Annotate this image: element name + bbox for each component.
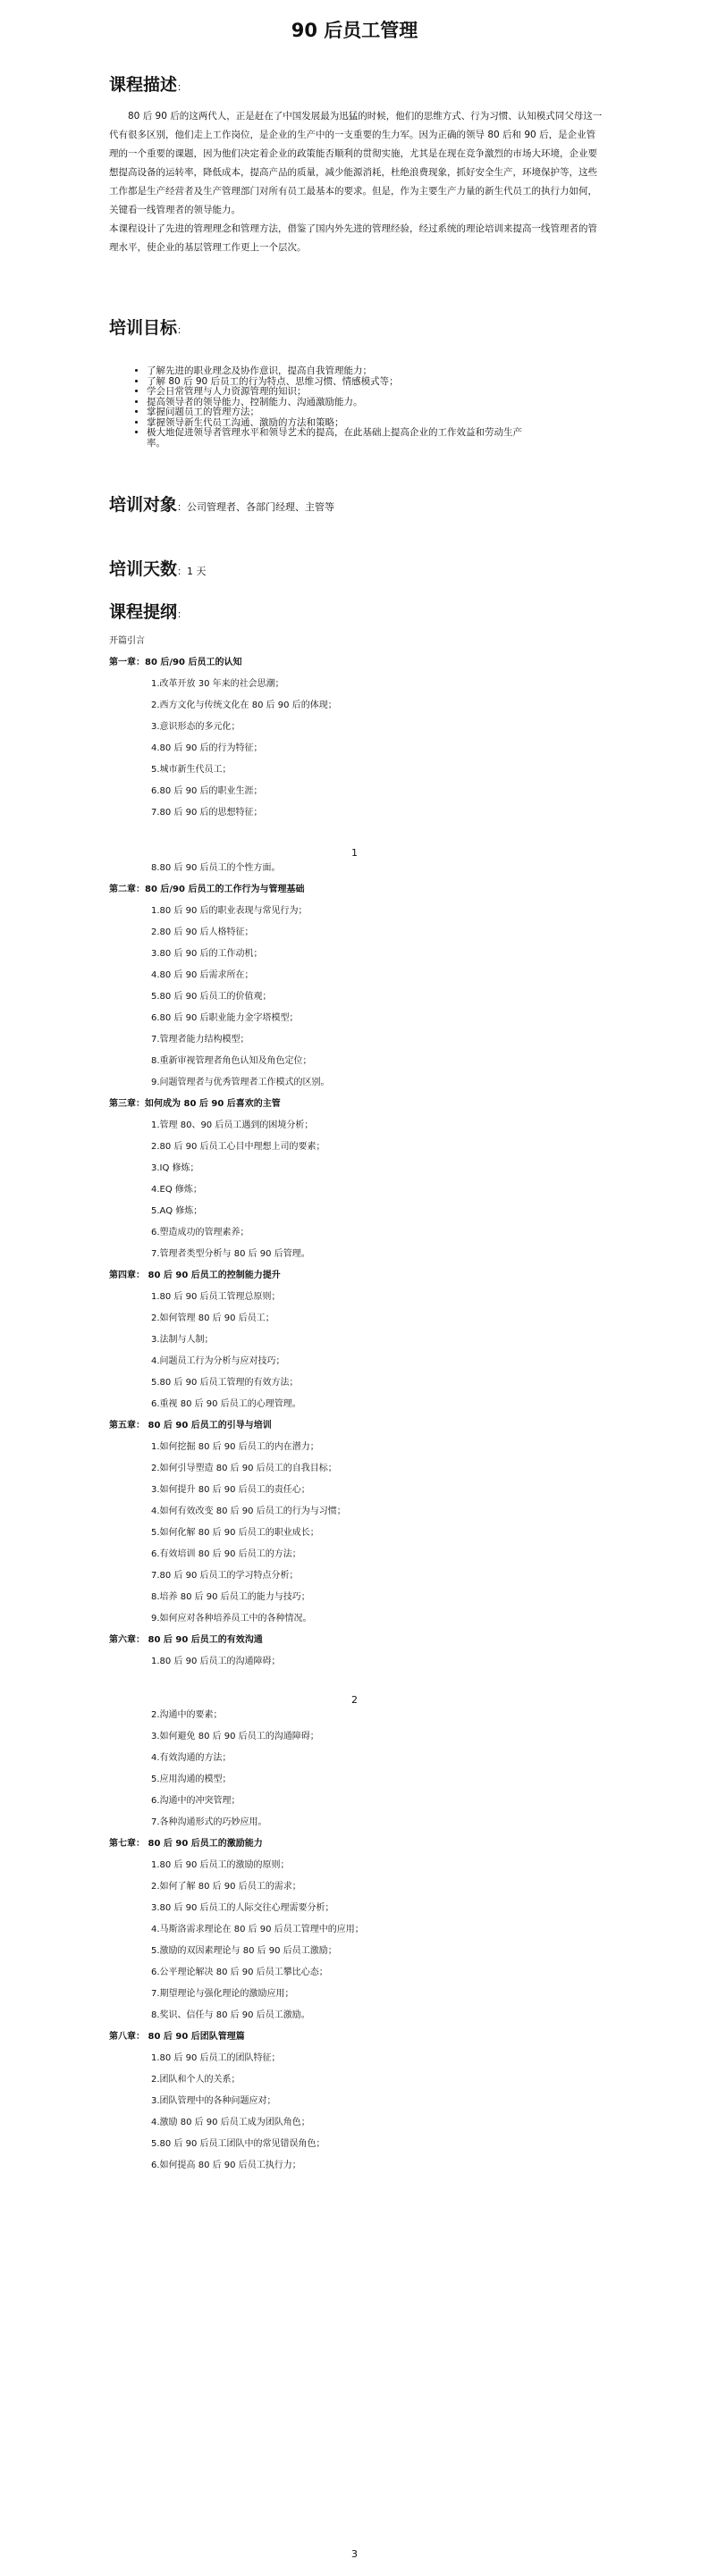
outline-item: 4.问题员工行为分析与应对技巧； <box>151 1356 285 1366</box>
outline-item: 8.重新审视管理者角色认知及角色定位； <box>151 1056 312 1066</box>
outline-item: 9.问题管理者与优秀管理者工作模式的区别。 <box>151 1078 330 1087</box>
outline-item: 5.如何化解 80 后 90 后员工的职业成长； <box>151 1528 319 1538</box>
duration-heading: 培训天数 <box>109 559 178 579</box>
outline-item: 5.应用沟通的模型； <box>151 1775 232 1784</box>
outline-item: 3.IQ 修炼； <box>151 1163 199 1173</box>
outline-item: 5.80 后 90 后员工团队中的常见错误角色； <box>151 2139 325 2149</box>
outline-item: 1.80 后 90 后的职业表现与常见行为； <box>151 906 308 916</box>
chapter-8-title: 第八章： 80 后 90 后团队管理篇 <box>109 2032 245 2042</box>
duration-colon: ： <box>177 566 188 577</box>
audience-heading: 培训对象 <box>109 495 178 515</box>
outline-item: 7.各种沟通形式的巧妙应用。 <box>151 1817 267 1827</box>
document-title: 90 后员工管理 <box>291 20 418 41</box>
outline-item: 7.管理者能力结构模型； <box>151 1035 249 1045</box>
chapter-1-title: 第一章：80 后/90 后员工的认知 <box>109 658 242 667</box>
outline-item: 2.沟通中的要素； <box>151 1710 223 1720</box>
goal-item: • 掌握领导新生代员工沟通、激励的方法和策略； <box>147 418 531 429</box>
description-body <box>109 107 604 257</box>
description-paragraph-2: 本课程设计了先进的管理理念和管理方法，借鉴了国内外先进的管理经验，经过系统的理论培训来提高一线管理者的管理水平，使企业的基层管理工作更上一个层次。 <box>109 223 597 253</box>
page-number: 2 <box>351 1694 358 1706</box>
outline-item: 4.EQ 修炼； <box>151 1185 202 1195</box>
outline-item: 5.激励的双因素理论与 80 后 90 后员工激励； <box>151 1946 337 1956</box>
outline-item: 6.80 后 90 后职业能力金字塔模型； <box>151 1013 299 1023</box>
outline-item: 3.法制与人制； <box>151 1335 214 1345</box>
page-number: 1 <box>351 847 358 859</box>
goal-item: • 极大地促进领导者管理水平和领导艺术的提高，在此基础上提高企业的工作效益和劳动生产率。 <box>147 428 531 449</box>
outline-item: 8.奖识、信任与 80 后 90 后员工激励。 <box>151 2010 310 2020</box>
outline-item: 7.80 后 90 后员工的学习特点分析； <box>151 1571 299 1581</box>
audience-value: 公司管理者、各部门经理、主管等 <box>187 501 335 513</box>
outline-item: 1.80 后 90 后员工的团队特征； <box>151 2053 281 2063</box>
outline-item: 2.西方文化与传统文化在 80 后 90 后的体现； <box>151 701 337 710</box>
goal-item: • 学会日常管理与人力资源管理的知识； <box>147 387 531 398</box>
outline-item: 3.80 后 90 后的工作动机； <box>151 949 263 959</box>
chapter-3-title: 第三章：如何成为 80 后 90 后喜欢的主管 <box>109 1099 281 1109</box>
outline-item: 2.如何管理 80 后 90 后员工； <box>151 1313 274 1323</box>
outline-item: 4.激励 80 后 90 后员工成为团队角色； <box>151 2118 310 2127</box>
outline-item: 1.管理 80、90 后员工遇到的困境分析； <box>151 1120 314 1130</box>
outline-item: 5.城市新生代员工； <box>151 765 232 775</box>
chapter-6-title: 第六章： 80 后 90 后员工的有效沟通 <box>109 1635 263 1645</box>
outline-item: 1.改革开放 30 年来的社会思潮； <box>151 679 284 689</box>
duration-value: 1 天 <box>187 566 207 577</box>
goals-heading <box>109 315 187 339</box>
outline-item: 2.团队和个人的关系； <box>151 2075 241 2085</box>
outline-item: 6.沟通中的冲突管理； <box>151 1796 241 1806</box>
outline-item: 6.公平理论解决 80 后 90 后员工攀比心态； <box>151 1968 328 1977</box>
outline-page-2 <box>109 858 610 1673</box>
outline-item: 1.80 后 90 后员工管理总原则； <box>151 1292 281 1302</box>
outline-item: 6.重视 80 后 90 后员工的心理管理。 <box>151 1399 301 1409</box>
description-paragraph-1: 80 后 90 后的这两代人，正是赶在了中国发展最为迅猛的时候，他们的思维方式、行为习惯、认知模式同父母这一代有很多区别，他们走上工作岗位，是企业的生产中的一支重要的生力军。因为正确的领导 80 后和 90 后，是企业管理的一个重要的课题，因为他们决定着企业的政策能否顺利的贯彻实施，尤其是在现在竞争激烈的市场大环境，企业要想提高设备的运转率，降低成本，提高产品的质量，减少能源消耗，杜绝浪费现象，抓好安全生产，环境保护等，这些工作都是生产经营者及生产管理部门对所有员工最基本的要求。但是，作为主要生产力量的新生代员工的执行力如何，关键看一线管理者的领导能力。 <box>109 111 603 215</box>
outline-item: 5.80 后 90 后员工管理的有效方法； <box>151 1378 299 1388</box>
goal-item: • 了解 80 后 90 后员工的行为特点、思维习惯、情感模式等； <box>147 377 531 388</box>
description-heading-text: 课程描述 <box>109 75 178 95</box>
outline-item: 2.如何引导塑造 80 后 90 后员工的自我目标； <box>151 1464 337 1473</box>
description-heading-colon: ： <box>177 81 188 93</box>
goals-list <box>134 366 531 449</box>
outline-item: 3.意识形态的多元化； <box>151 722 241 732</box>
chapter-4-title: 第四章： 80 后 90 后员工的控制能力提升 <box>109 1271 281 1280</box>
outline-item: 1.如何挖掘 80 后 90 后员工的内在潜力； <box>151 1442 319 1452</box>
outline-item: 6.80 后 90 后的职业生涯； <box>151 786 263 796</box>
outline-item: 3.如何避免 80 后 90 后员工的沟通障碍； <box>151 1732 319 1741</box>
chapter-5-title: 第五章： 80 后 90 后员工的引导与培训 <box>109 1421 272 1431</box>
outline-item: 7.管理者类型分析与 80 后 90 后管理。 <box>151 1249 310 1259</box>
audience-line <box>109 491 334 516</box>
outline-item: 8.80 后 90 后员工的个性方面。 <box>151 863 281 873</box>
outline-item: 8.培养 80 后 90 后员工的能力与技巧； <box>151 1592 310 1602</box>
outline-item: 4.80 后 90 后的行为特征； <box>151 743 263 753</box>
goal-item: • 提高领导者的领导能力、控制能力、沟通激励能力。 <box>147 398 531 408</box>
page-number: 3 <box>351 2548 358 2560</box>
goals-heading-colon: ： <box>177 324 188 336</box>
outline-item: 3.80 后 90 后员工的人际交往心理需要分析； <box>151 1903 334 1913</box>
goal-item: • 了解先进的职业理念及协作意识，提高自我管理能力； <box>147 366 531 377</box>
outline-item: 6.有效培训 80 后 90 后员工的方法； <box>151 1549 301 1559</box>
outline-item: 4.有效沟通的方法； <box>151 1753 232 1763</box>
outline-item: 4.如何有效改变 80 后 90 后员工的行为与习惯； <box>151 1506 346 1516</box>
outline-page-3 <box>109 1705 610 2177</box>
outline-item: 3.团队管理中的各种问题应对； <box>151 2096 276 2106</box>
outline-item: 1.80 后 90 后员工的激励的原则； <box>151 1860 290 1870</box>
description-heading <box>109 71 187 96</box>
outline-item: 5.80 后 90 后员工的价值观； <box>151 992 272 1002</box>
outline-item: 7.80 后 90 后的思想特征； <box>151 808 263 818</box>
outline-heading-colon: ： <box>177 608 188 620</box>
goals-heading-text: 培训目标 <box>109 318 178 338</box>
outline-item: 6.塑造成功的管理素养； <box>151 1228 249 1238</box>
chapter-7-title: 第七章： 80 后 90 后员工的激励能力 <box>109 1839 263 1849</box>
outline-item: 3.如何提升 80 后 90 后员工的责任心； <box>151 1485 310 1495</box>
chapter-2-title: 第二章：80 后/90 后员工的工作行为与管理基础 <box>109 885 305 894</box>
outline-item: 9.如何应对各种培养员工中的各种情况。 <box>151 1614 312 1624</box>
outline-heading-text: 课程提纲 <box>109 602 178 622</box>
outline-item: 5.AQ 修炼； <box>151 1206 203 1216</box>
goal-item: • 掌握问题员工的管理方法； <box>147 407 531 418</box>
outline-heading <box>109 599 187 623</box>
outline-item: 2.80 后 90 后员工心目中理想上司的要素； <box>151 1142 325 1152</box>
outline-item: 2.80 后 90 后人格特征； <box>151 927 254 937</box>
outline-opening: 开篇引言 <box>109 636 145 646</box>
outline-page-1 <box>109 631 610 824</box>
outline-item: 4.马斯洛需求理论在 80 后 90 后员工管理中的应用； <box>151 1925 364 1934</box>
outline-item: 4.80 后 90 后需求所在； <box>151 970 254 980</box>
duration-line <box>109 556 207 580</box>
outline-item: 1.80 后 90 后员工的沟通障碍； <box>151 1657 281 1666</box>
outline-item: 6.如何提高 80 后 90 后员工执行力； <box>151 2161 301 2170</box>
audience-colon: ： <box>177 501 188 513</box>
outline-item: 7.期望理论与强化理论的激励应用； <box>151 1989 294 1999</box>
outline-item: 2.如何了解 80 后 90 后员工的需求； <box>151 1882 301 1892</box>
